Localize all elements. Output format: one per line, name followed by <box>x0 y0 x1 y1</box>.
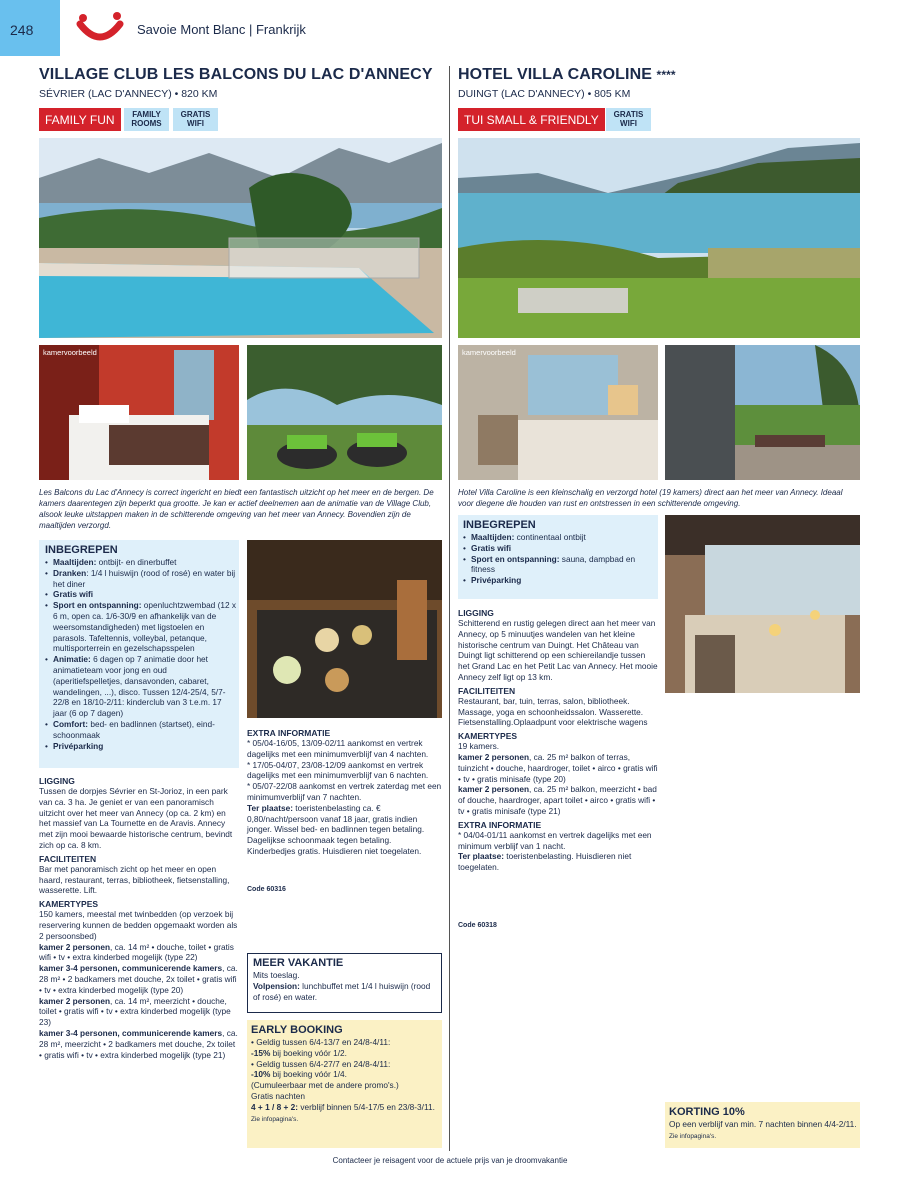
early-line-2: bij boeking vóór 1/2. <box>270 1047 347 1058</box>
left-extra-line-3: * 05/07-22/08 aankomst en vertrek zaterdag met een minimumverblijf van 7 nachten. <box>247 781 442 802</box>
inbegrepen-item: • Gratis wifi <box>45 589 237 600</box>
early-line-6: Gratis nachten <box>251 1090 305 1101</box>
left-extra-heading: EXTRA INFORMATIE <box>247 728 331 738</box>
lake-garden-photo <box>458 138 860 338</box>
early-booking-heading: EARLY BOOKING <box>251 1024 343 1036</box>
left-ter-plaatse-label: Ter plaatse: <box>247 802 293 813</box>
quad-bikes-photo <box>247 345 442 480</box>
left-extra-line-1: * 05/04-16/05, 13/09-02/11 aankomst en vertrek dagelijks met een minimumverblijf van 4 nachten. <box>247 738 429 759</box>
left-inbegrepen-heading: INBEGREPEN <box>45 544 118 556</box>
inbegrepen-item: • Sport en ontspanning: openluchtzwembad (12 x 6 m, open ca. 1/6-30/9 en afhankelijk van de weersomstandigheden) met ligstoelen en parasols. Tafeltennis, volleybal, petanque, multisporterrein en gezelschapsspelen <box>45 600 237 654</box>
left-kamertypes-heading: KAMERTYPES <box>39 899 99 910</box>
inbegrepen-item: • Animatie: 6 dagen op 7 animatie door het animatieteam voor jong en oud (aperitiefspelletjes, dansavonden, cabaret, wandelingen, ...), disco. Tussen 12/4-25/4, 5/7-22/8 en 18/10-2/11: kinderclub van 3 t.e.m. 17 jaar (6 op 7 dagen) <box>45 654 237 719</box>
inbegrepen-item: • Sport en ontspanning: sauna, dampbad en fitness <box>463 554 655 576</box>
right-kamertypes-heading: KAMERTYPES <box>458 731 518 742</box>
room-type-item: kamer 2 personen, ca. 25 m² balkon, meerzicht • bad of douche, haardroger, apart toilet • airco • gratis wifi • tv • gratis minisafe (type 21) <box>458 784 657 816</box>
meer-vakantie-line: Mits toeslag. <box>253 970 300 980</box>
early-line-4: bij boeking vóór 1/4. <box>270 1069 347 1080</box>
left-kamertypes-list <box>39 942 239 1061</box>
early-line-5: (Cumuleerbaar met de andere promo's.) <box>251 1080 399 1091</box>
right-caption: Hotel Villa Caroline is een kleinschalig en verzorgd hotel (19 kamers) direct aan het meer van Annecy. Ideaal voor diegene die houden van rust en ontstressen in een schitterende omgeving. <box>458 488 843 508</box>
right-ligging-text: Schitterend en rustig gelegen direct aan het meer van Annecy, op 5 minuutjes wandelen van het kleine historische centrum van Duingt. Het Château van Duingt ligt schitterend op een schiereilandje tussen het Grand Lac en het Petit Lac van Annecy. Het mooie Annecy zelf ligt op 13 km. <box>458 618 658 682</box>
left-extra-info <box>247 725 442 857</box>
room-type-item: kamer 2 personen, ca. 14 m², meerzicht • douche, toilet • gratis wifi • tv • extra kinderbed mogelijk (type 23) <box>39 995 231 1028</box>
terrace-photo <box>665 345 860 480</box>
inbegrepen-item: • Maaltijden: continentaal ontbijt <box>463 532 655 543</box>
page-number: 248 <box>0 0 60 56</box>
right-hotel-title: HOTEL VILLA CAROLINE **** <box>458 66 676 83</box>
page-header-title: Savoie Mont Blanc | Frankrijk <box>137 22 306 37</box>
right-ligging-heading: LIGGING <box>458 608 494 618</box>
inbegrepen-item: • Privéparking <box>45 741 237 752</box>
pool-lake-photo <box>39 138 442 338</box>
early-free-nights: 4 + 1 / 8 + 2: <box>251 1101 299 1112</box>
left-extra-line-2: * 17/05-04/07, 23/08-12/09 aankomst en vertrek dagelijks met een minimumverblijf van 6 nachten. <box>247 759 429 781</box>
early-discount-15: -15% <box>251 1047 271 1058</box>
inbegrepen-item: • Gratis wifi <box>463 543 655 554</box>
left-inbegrepen-list <box>45 557 237 751</box>
right-kamertypes-list <box>458 752 658 817</box>
left-details <box>39 773 239 1060</box>
right-code: Code 60318 <box>458 922 497 929</box>
left-ter-plaatse-text: toeristenbelasting ca. € 0,80/nacht/persoon vanaf 18 jaar, gratis indien jonger. Wissel bed- en badlinnen tegen betaling. Dagelijkse schoonmaak tegen betaling. Kinderbedjes gratis. Huisdieren niet toegelaten. <box>247 802 425 856</box>
left-faciliteiten-heading: FACILITEITEN <box>39 853 97 864</box>
gratis-wifi-badge: GRATIS WIFI <box>173 108 218 131</box>
right-inbegrepen-list <box>463 532 655 586</box>
right-inbegrepen-heading: INBEGREPEN <box>463 519 536 531</box>
volpension-label: Volpension: <box>253 980 300 991</box>
room-type-item: kamer 3-4 personen, communicerende kamers, ca. 28 m² • 2 badkamers met douche, 2x toilet • gratis wifi • tv • extra kinderbed mogelijk (type 20) <box>39 963 238 995</box>
left-room-example-label: kamervoorbeeld <box>43 348 97 357</box>
inbegrepen-item: • Comfort: bed- en badlinnen (startset), eind-schoonmaak <box>45 719 237 741</box>
right-extra-line: * 04/04-01/11 aankomst en vertrek dagelijks met een minimum verblijf van 1 nacht. <box>458 829 652 851</box>
korting-heading: KORTING 10% <box>669 1106 745 1118</box>
inbegrepen-item: • Privéparking <box>463 575 655 586</box>
column-divider <box>449 66 450 1151</box>
left-kamertypes-intro: 150 kamers, meestal met twinbedden (op verzoek bij reservering kunnen de bedden opgemaakt worden als 2 persoonsbed) <box>39 909 238 941</box>
early-line-7: verblijf binnen 5/4-17/5 en 23/8-3/11. <box>298 1101 435 1112</box>
buffet-photo <box>247 540 442 718</box>
left-ligging-heading: LIGGING <box>39 776 75 786</box>
meer-vakantie-box <box>247 953 442 1013</box>
right-room-example-label: kamervoorbeeld <box>462 348 516 357</box>
right-extra-heading: EXTRA INFORMATIE <box>458 819 542 830</box>
meer-vakantie-heading: MEER VAKANTIE <box>253 957 344 969</box>
left-hotel-title: VILLAGE CLUB LES BALCONS DU LAC D'ANNECY <box>39 66 433 83</box>
room-type-item: kamer 3-4 personen, communicerende kamers, ca. 28 m², meerzicht • 2 badkamers met douche, 2x toilet • gratis wifi • tv • extra kinderbed mogelijk (type 21) <box>39 1027 238 1060</box>
inbegrepen-item: • Maaltijden: ontbijt- en dinerbuffet <box>45 557 237 568</box>
right-faciliteiten-text: Restaurant, bar, tuin, terras, salon, bibliotheek. Massage, yoga en schoonheidssalon. Wasserette. Fietsenstalling.Oplaadpunt voor elektrische wagens <box>458 695 648 728</box>
korting-text: Op een verblijf van min. 7 nachten binnen 4/4-2/11. <box>669 1119 857 1129</box>
family-rooms-badge: FAMILY ROOMS <box>124 108 169 131</box>
tui-logo <box>76 10 124 46</box>
early-note: Zie infopagina's. <box>251 1115 299 1123</box>
hotel-room-photo <box>458 345 658 480</box>
early-line-1: • Geldig tussen 6/4-13/7 en 24/8-4/11: <box>251 1037 391 1047</box>
left-faciliteiten-text: Bar met panoramisch zicht op het meer en open haard, restaurant, terras, bibliotheek, fietsenstalling, wasserette. Lift. <box>39 863 230 896</box>
korting-note: Zie infopagina's. <box>669 1132 717 1140</box>
left-ligging-text: Tussen de dorpjes Sévrier en St-Jorioz, in een park van ca. 3 ha. Je geniet er van een panoramisch uitzicht over het meer van Annecy (op ca. 2 km) en het massief van La Tournette en de Aravis. Annecy met zijn mooi bewaarde historische centrum, bevindt zich op ca. 8 km. <box>39 786 233 850</box>
right-details <box>458 605 658 873</box>
right-faciliteiten-heading: FACILITEITEN <box>458 685 516 696</box>
left-hotel-subtitle: SÉVRIER (LAC D'ANNECY) • 820 KM <box>39 88 218 100</box>
inbegrepen-item: • Dranken: 1/4 l huiswijn (rood of rosé) en water bij het diner <box>45 568 237 590</box>
left-caption: Les Balcons du Lac d'Annecy is correct ingericht en biedt een fantastisch uitzicht op het meer en de bergen. De kamers daarentegen zijn beperkt qua grootte. Je kan er actief deelnemen aan de animatie van de Village Club, alsook leuke uitstappen maken in de schitterende omgeving van het meer van Annecy. Bovendien zijn de maaltijden verzorgd. <box>39 488 434 530</box>
restaurant-photo <box>665 515 860 693</box>
early-booking-box <box>247 1020 442 1148</box>
right-gratis-wifi-badge: GRATIS WIFI <box>606 108 651 131</box>
volpension-text: lunchbuffet met 1/4 l huiswijn (rood of rosé) en water. <box>253 980 431 1002</box>
early-discount-10: -10% <box>251 1069 271 1080</box>
right-kamertypes-intro: 19 kamers. <box>458 741 500 752</box>
korting-box <box>665 1102 860 1148</box>
left-code: Code 60316 <box>247 886 286 893</box>
family-fun-badge: FAMILY FUN <box>39 108 121 131</box>
left-inbegrepen-box <box>39 540 239 768</box>
small-friendly-badge: TUI SMALL & FRIENDLY <box>458 108 605 131</box>
right-ter-plaatse-text: toeristenbelasting. Huisdieren niet toegelaten. <box>458 851 632 873</box>
room-type-item: kamer 2 personen, ca. 14 m² • douche, toilet • gratis wifi • tv • extra kinderbed mogelijk (type 22) <box>39 941 234 963</box>
right-hotel-subtitle: DUINGT (LAC D'ANNECY) • 805 KM <box>458 88 631 100</box>
right-inbegrepen-box <box>458 515 658 599</box>
early-line-3: • Geldig tussen 6/4-27/7 en 24/8-4/11: <box>251 1058 391 1069</box>
right-ter-plaatse-label: Ter plaatse: <box>458 851 504 862</box>
room-photo <box>39 345 239 480</box>
star-rating: **** <box>656 68 676 82</box>
page-footer: Contacteer je reisagent voor de actuele prijs van je droomvakantie <box>332 1156 568 1165</box>
room-type-item: kamer 2 personen, ca. 25 m² balkon of terras, tuinzicht • douche, haardroger, toilet • airco • gratis wifi • tv • gratis minisafe (type 20) <box>458 751 658 784</box>
